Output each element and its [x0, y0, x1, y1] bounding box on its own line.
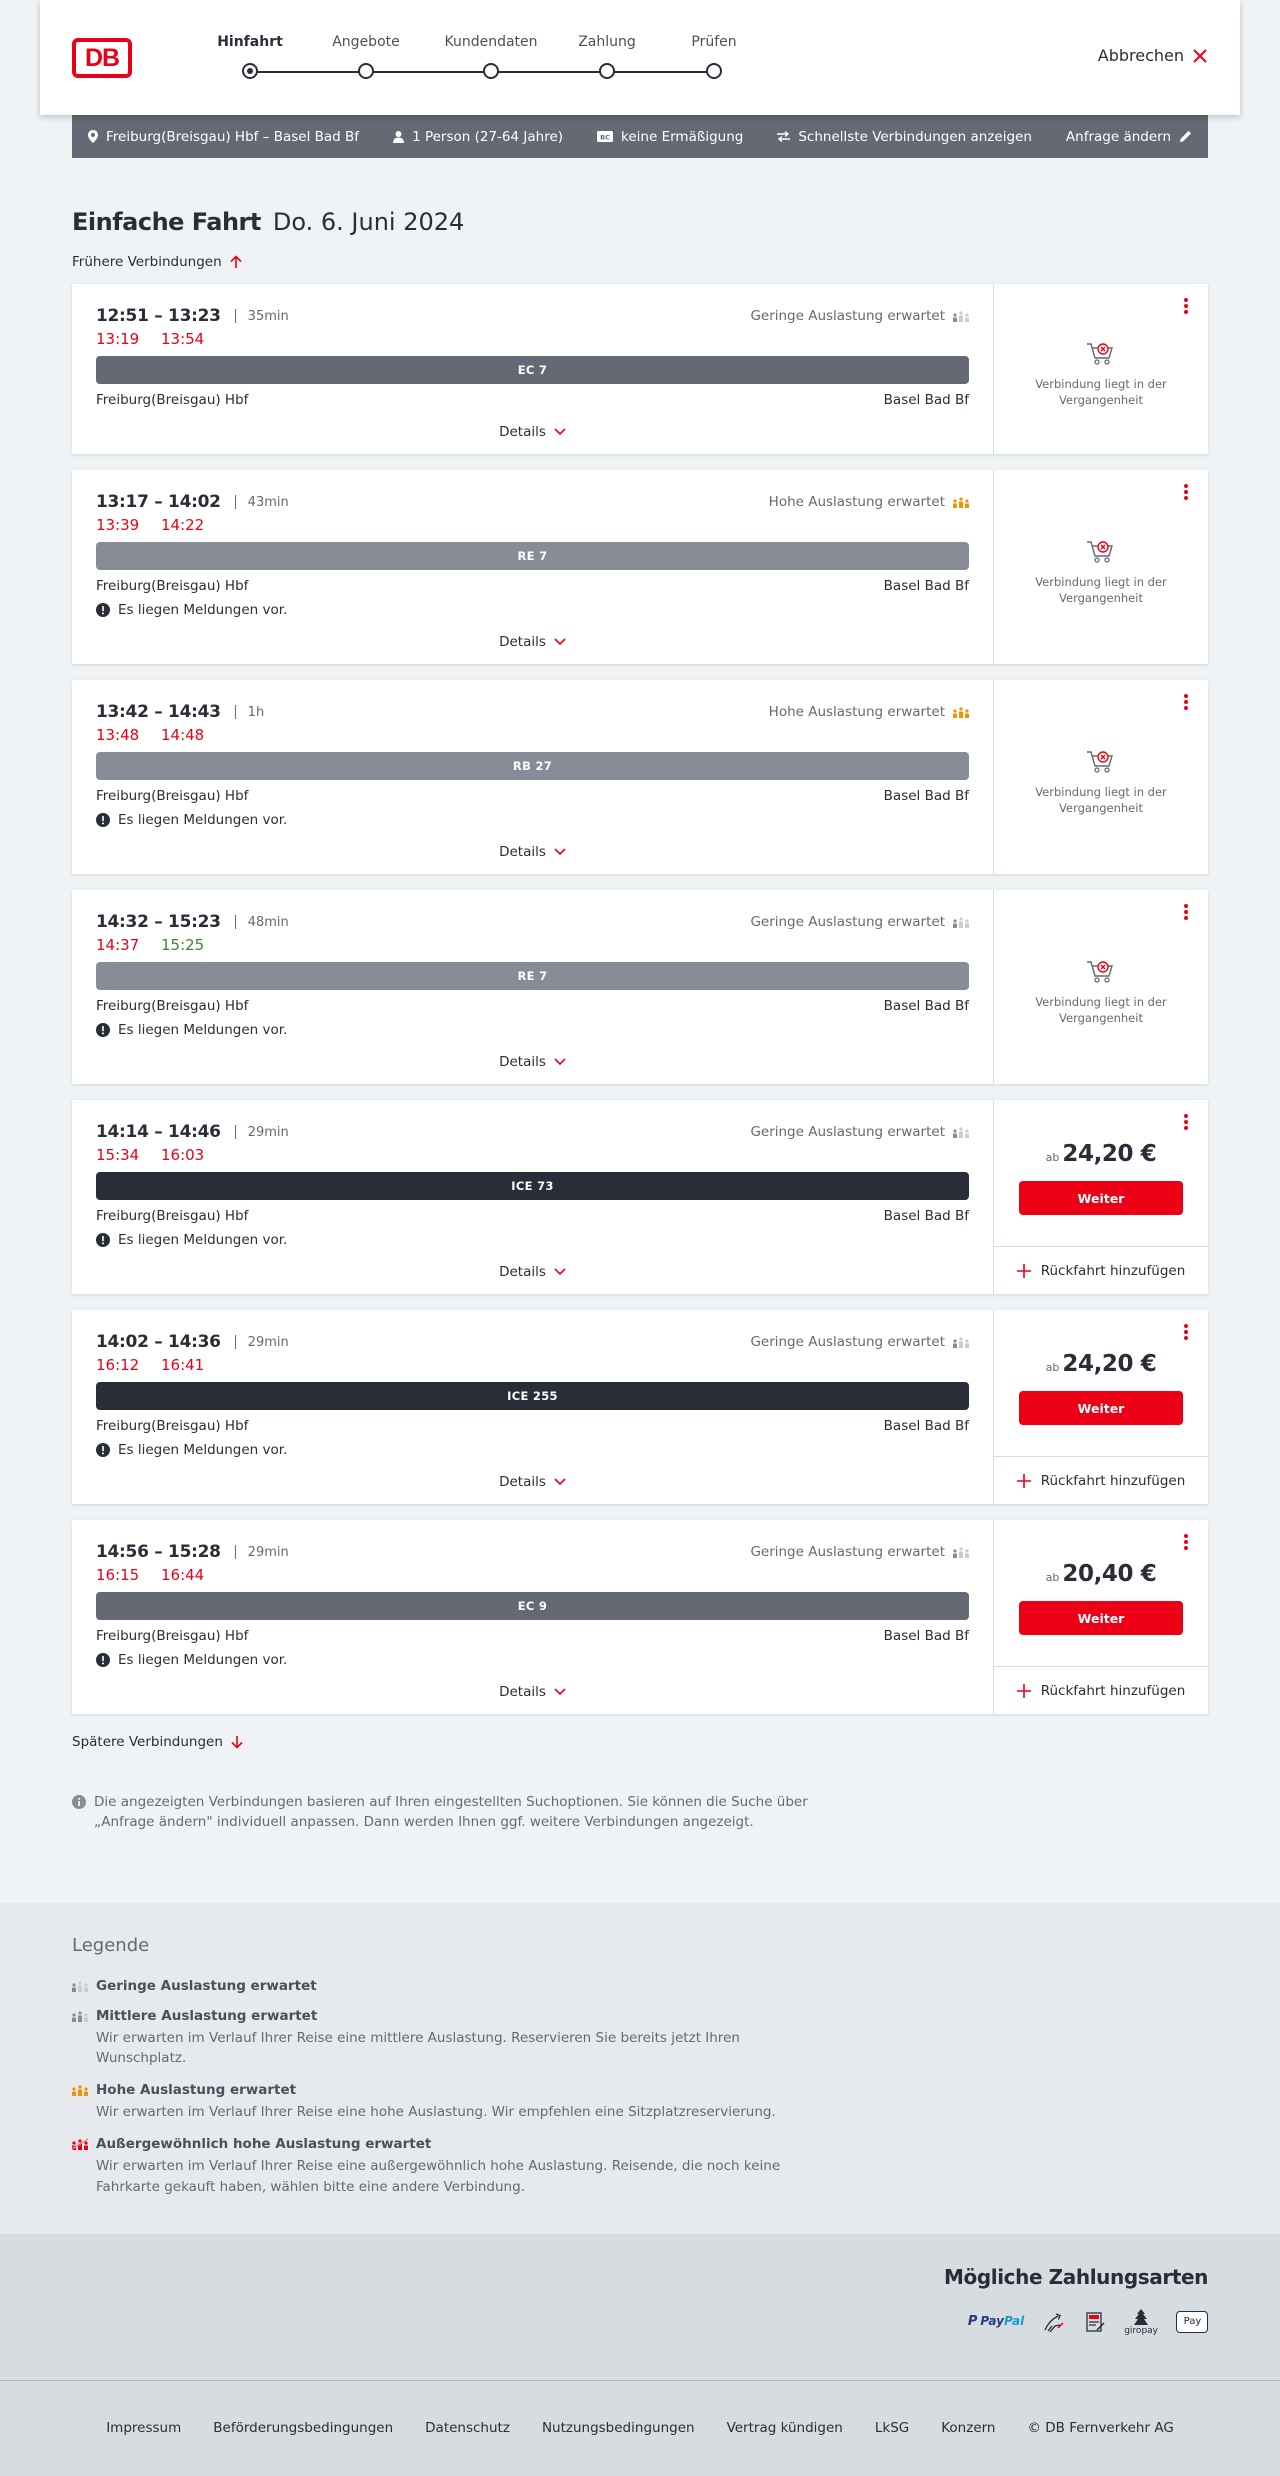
occupancy-icon: [953, 1336, 969, 1348]
close-icon: [1192, 48, 1208, 64]
planned-times: 14:14 – 14:46: [96, 1122, 221, 1142]
plus-icon: [1017, 1684, 1031, 1698]
duration: 43min: [247, 494, 289, 510]
occupancy-extreme-icon: [72, 2138, 88, 2150]
planned-times: 14:56 – 15:28: [96, 1542, 221, 1562]
offer-panel: [994, 1100, 1208, 1294]
chevron-down-icon: [554, 1688, 566, 1696]
step-label: Prüfen: [691, 34, 737, 50]
past-connection-text: Verbindung liegt in der Vergangenheit: [1035, 995, 1167, 1025]
occupancy-low-icon: [72, 1980, 88, 1992]
arrow-down-icon: [231, 1735, 243, 1749]
realtime-departure: 16:12: [96, 1356, 140, 1374]
duration: 29min: [247, 1124, 289, 1140]
step-dot: [599, 63, 615, 79]
details-label: Details: [499, 634, 546, 650]
legend-title: Legende: [72, 1934, 150, 1956]
details-label: Details: [499, 1684, 546, 1700]
persons-text: 1 Person (27-64 Jahre): [412, 128, 564, 145]
occupancy-text: Geringe Auslastung erwartet: [750, 1334, 945, 1350]
paypal-icon: P PayPal: [967, 2314, 1025, 2329]
details-toggle[interactable]: [96, 830, 969, 874]
connection-details: [72, 1310, 994, 1504]
step-dot: [706, 63, 722, 79]
persons-summary: [393, 129, 563, 145]
offer-panel: [994, 890, 1208, 1084]
step-angebote: [316, 34, 416, 79]
giropay-icon: [1124, 2308, 1158, 2336]
occupancy-text: Hohe Auslastung erwartet: [768, 494, 945, 510]
arrival-station: Basel Bad Bf: [883, 788, 969, 804]
realtime-arrival: 14:48: [161, 726, 205, 744]
add-return-trip-button[interactable]: [994, 1456, 1208, 1504]
realtime-row: [96, 1146, 969, 1166]
past-connection-text: Verbindung liegt in der Vergangenheit: [1035, 785, 1167, 815]
past-connection-text: Verbindung liegt in der Vergangenheit: [1035, 575, 1167, 605]
planned-times: 14:32 – 15:23: [96, 912, 221, 932]
realtime-arrival: 13:54: [161, 330, 205, 348]
occupancy-info: [769, 494, 969, 510]
legend-item-text: Wir erwarten im Verlauf Ihrer Reise eine hohe Auslastung. Wir empfehlen eine Sitzplatzreservierung.: [96, 2104, 776, 2120]
realtime-row: [96, 1566, 969, 1586]
chevron-down-icon: [554, 848, 566, 856]
duration: 29min: [247, 1544, 289, 1560]
realtime-row: [96, 330, 969, 350]
connection-details: [72, 1100, 994, 1294]
more-options-icon[interactable]: [1180, 484, 1192, 502]
separator: [235, 309, 236, 323]
details-toggle[interactable]: [96, 1040, 969, 1084]
service-message-text: Es liegen Meldungen vor.: [118, 1022, 288, 1038]
legend-item-heading: [72, 2082, 1280, 2098]
trip-type: Einfache Fahrt: [72, 208, 261, 236]
details-toggle[interactable]: [96, 1460, 969, 1504]
times-row: [96, 492, 969, 512]
route-summary: [88, 129, 359, 145]
planned-times: 13:42 – 14:43: [96, 702, 221, 722]
service-message-text: Es liegen Meldungen vor.: [118, 812, 288, 828]
stations-row: [96, 786, 969, 806]
times-row: [96, 912, 969, 932]
db-logo[interactable]: DB: [72, 38, 132, 78]
occupancy-icon: [953, 1546, 969, 1558]
step-label: Kundendaten: [444, 34, 538, 50]
realtime-row: [96, 516, 969, 536]
duration: 48min: [247, 914, 289, 930]
past-connection-text: Verbindung liegt in der Vergangenheit: [1035, 377, 1167, 407]
route-text: Freiburg(Breisgau) Hbf – Basel Bad Bf: [106, 128, 360, 145]
continue-button[interactable]: Weiter: [1019, 1601, 1183, 1635]
planned-times: 13:17 – 14:02: [96, 492, 221, 512]
occupancy-info: [769, 704, 969, 720]
legend-item-title: Geringe Auslastung erwartet: [96, 1977, 317, 1994]
realtime-arrival: 16:41: [161, 1356, 205, 1374]
past-connection-info: [994, 284, 1208, 454]
step-dot: [242, 63, 258, 79]
realtime-departure: 13:48: [96, 726, 140, 744]
legend-item-heading: [72, 2136, 1280, 2152]
trip-date: Do. 6. Juni 2024: [272, 208, 465, 236]
alert-icon: [96, 603, 110, 617]
stations-row: [96, 390, 969, 410]
duration: 1h: [247, 704, 265, 720]
legend-item-high: [72, 2082, 1280, 2122]
train-bar[interactable]: RE 7: [96, 542, 969, 570]
cart-unavailable-icon: [1086, 341, 1116, 367]
step-dot: [358, 63, 374, 79]
legend-list: [72, 1978, 1280, 2197]
search-info-note: [72, 1792, 832, 1833]
alert-icon: [96, 1443, 110, 1457]
realtime-departure: 16:15: [96, 1566, 140, 1584]
departure-station: Freiburg(Breisgau) Hbf: [96, 998, 249, 1014]
connection-card: [72, 1520, 1208, 1714]
occupancy-icon: [953, 706, 969, 718]
price-prefix: ab: [1045, 1361, 1060, 1374]
train-bar[interactable]: EC 9: [96, 1592, 969, 1620]
pencil-icon: [1179, 130, 1192, 143]
cart-unavailable-icon: [1086, 539, 1116, 565]
realtime-row: [96, 726, 969, 746]
price-prefix: ab: [1045, 1571, 1060, 1584]
results-content: [72, 208, 1208, 1833]
price: [1046, 1141, 1157, 1167]
legend-item-heading: [72, 1978, 1280, 1994]
stations-row: [96, 1416, 969, 1436]
chevron-down-icon: [554, 638, 566, 646]
occupancy-text: Geringe Auslastung erwartet: [750, 914, 945, 930]
separator: [235, 1125, 236, 1139]
realtime-departure: 13:39: [96, 516, 140, 534]
offer-panel: [994, 284, 1208, 454]
arrival-station: Basel Bad Bf: [883, 1208, 969, 1224]
connection-card: [72, 470, 1208, 664]
plus-icon: [1017, 1264, 1031, 1278]
legend-section: [0, 1903, 1280, 2234]
step-hinfahrt: [200, 34, 300, 79]
earlier-connections-label: Frühere Verbindungen: [72, 254, 222, 270]
legend-item-low: [72, 1978, 1280, 1994]
price: [1046, 1561, 1157, 1587]
realtime-arrival: 15:25: [161, 936, 205, 954]
occupancy-medium-icon: [72, 2010, 88, 2022]
connection-details: [72, 890, 994, 1084]
continue-button[interactable]: Weiter: [1019, 1391, 1183, 1425]
details-toggle[interactable]: [96, 410, 969, 454]
occupancy-icon: [953, 916, 969, 928]
more-options-icon[interactable]: [1180, 1534, 1192, 1552]
planned-times: 14:02 – 14:36: [96, 1332, 221, 1352]
details-toggle[interactable]: [96, 1250, 969, 1294]
connection-list: [72, 284, 1208, 1714]
arrival-station: Basel Bad Bf: [883, 998, 969, 1014]
info-icon: [72, 1795, 86, 1809]
times-row: [96, 1122, 969, 1142]
step-pruefen: [664, 34, 764, 79]
price: [1046, 1351, 1157, 1377]
service-message-text: Es liegen Meldungen vor.: [118, 1232, 288, 1248]
step-label: Zahlung: [578, 34, 636, 50]
discount-text: keine Ermäßigung: [621, 128, 744, 145]
add-return-trip-label: Rückfahrt hinzufügen: [1040, 1262, 1186, 1279]
price-prefix: ab: [1045, 1151, 1060, 1164]
times-row: [96, 1332, 969, 1352]
occupancy-info: [750, 1124, 969, 1140]
more-options-icon[interactable]: [1180, 1114, 1192, 1132]
arrow-up-icon: [230, 255, 242, 269]
legend-item-title: Mittlere Auslastung erwartet: [96, 2007, 318, 2024]
step-kundendaten: [441, 34, 541, 79]
footer: [0, 2380, 1280, 2476]
separator: [235, 705, 236, 719]
realtime-arrival: 14:22: [161, 516, 205, 534]
train-bar[interactable]: ICE 73: [96, 1172, 969, 1200]
offer-panel: [994, 1310, 1208, 1504]
stations-row: [96, 576, 969, 596]
train-bar[interactable]: ICE 255: [96, 1382, 969, 1410]
realtime-row: [96, 936, 969, 956]
legend-item-medium: [72, 2008, 1280, 2069]
cart-unavailable-icon: [1086, 959, 1116, 985]
footer-link-vertrag-kuendigen[interactable]: Vertrag kündigen: [726, 2420, 843, 2436]
discount-summary: [597, 129, 743, 145]
connection-card: [72, 1310, 1208, 1504]
separator: [235, 915, 236, 929]
realtime-arrival: 16:44: [161, 1566, 205, 1584]
direct-debit-icon: [1042, 2311, 1066, 2333]
chevron-down-icon: [554, 428, 566, 436]
offer-panel: [994, 470, 1208, 664]
page-title: [72, 208, 1208, 236]
plus-icon: [1017, 1474, 1031, 1488]
separator: [235, 495, 236, 509]
occupancy-info: [750, 914, 969, 930]
more-options-icon[interactable]: [1180, 1324, 1192, 1342]
price-amount: 24,20 €: [1062, 1351, 1157, 1377]
details-label: Details: [499, 1054, 546, 1070]
giropay-label: giropay: [1124, 2325, 1158, 2336]
change-request-label: Anfrage ändern: [1065, 128, 1172, 145]
past-connection-info: [994, 890, 1208, 1084]
occupancy-text: Geringe Auslastung erwartet: [750, 308, 945, 324]
connection-card: [72, 890, 1208, 1084]
separator: [235, 1545, 236, 1559]
chevron-down-icon: [554, 1058, 566, 1066]
departure-station: Freiburg(Breisgau) Hbf: [96, 578, 249, 594]
occupancy-info: [750, 1544, 969, 1560]
add-return-trip-button[interactable]: [994, 1246, 1208, 1294]
arrival-station: Basel Bad Bf: [883, 1628, 969, 1644]
departure-station: Freiburg(Breisgau) Hbf: [96, 1418, 249, 1434]
occupancy-icon: [953, 496, 969, 508]
planned-times: 12:51 – 13:23: [96, 306, 221, 326]
fastest-text: Schnellste Verbindungen anzeigen: [798, 128, 1032, 145]
footer-copyright: © DB Fernverkehr AG: [1027, 2420, 1174, 2436]
svg-text:BC: BC: [600, 133, 610, 142]
legend-item-text: Wir erwarten im Verlauf Ihrer Reise eine mittlere Auslastung. Reservieren Sie bereits jetzt Ihren Wunschplatz.: [96, 2029, 740, 2066]
occupancy-info: [750, 308, 969, 324]
legend-item-title: Außergewöhnlich hohe Auslastung erwartet: [96, 2136, 432, 2153]
occupancy-icon: [953, 310, 969, 322]
service-message: [96, 1650, 969, 1670]
times-row: [96, 702, 969, 722]
departure-station: Freiburg(Breisgau) Hbf: [96, 788, 249, 804]
cart-unavailable-icon: [1086, 749, 1116, 775]
stations-row: [96, 1206, 969, 1226]
train-bar[interactable]: RE 7: [96, 962, 969, 990]
arrival-station: Basel Bad Bf: [883, 1418, 969, 1434]
more-options-icon[interactable]: [1180, 298, 1192, 316]
more-options-icon[interactable]: [1180, 904, 1192, 922]
connection-card: [72, 680, 1208, 874]
fastest-summary: [777, 129, 1032, 145]
chevron-down-icon: [554, 1478, 566, 1486]
footer-link-befoerderungsbedingungen[interactable]: Beförderungsbedingungen: [213, 2420, 394, 2436]
header: [40, 0, 1240, 115]
service-message: [96, 1230, 969, 1250]
separator: [235, 1335, 236, 1349]
service-message-text: Es liegen Meldungen vor.: [118, 1442, 288, 1458]
bahncard-icon: [597, 131, 613, 142]
step-label: Hinfahrt: [217, 34, 283, 50]
add-return-trip-button[interactable]: [994, 1666, 1208, 1714]
connection-details: [72, 680, 994, 874]
price-box: [994, 1100, 1208, 1246]
invoice-icon: [1084, 2311, 1106, 2333]
earlier-connections-link[interactable]: [72, 254, 1208, 270]
add-return-trip-label: Rückfahrt hinzufügen: [1040, 1682, 1186, 1699]
payment-methods-section: [0, 2234, 1280, 2380]
price-box: [994, 1310, 1208, 1456]
add-return-trip-label: Rückfahrt hinzufügen: [1040, 1472, 1186, 1489]
duration: 35min: [247, 308, 289, 324]
past-connection-info: [994, 680, 1208, 874]
train-bar[interactable]: EC 7: [96, 356, 969, 384]
occupancy-text: Geringe Auslastung erwartet: [750, 1544, 945, 1560]
details-label: Details: [499, 424, 546, 440]
occupancy-icon: [953, 1126, 969, 1138]
realtime-departure: 15:34: [96, 1146, 140, 1164]
times-row: [96, 1542, 969, 1562]
later-connections-label: Spätere Verbindungen: [72, 1734, 223, 1750]
swap-arrows-icon: [777, 131, 790, 142]
arrival-station: Basel Bad Bf: [883, 578, 969, 594]
price-amount: 24,20 €: [1062, 1141, 1157, 1167]
departure-station: Freiburg(Breisgau) Hbf: [96, 1628, 249, 1644]
price-amount: 20,40 €: [1062, 1561, 1157, 1587]
connection-details: [72, 284, 994, 454]
departure-station: Freiburg(Breisgau) Hbf: [96, 1208, 249, 1224]
service-message: [96, 810, 969, 830]
cancel-label: Abbrechen: [1097, 46, 1184, 65]
step-label: Angebote: [332, 34, 400, 50]
departure-station: Freiburg(Breisgau) Hbf: [96, 392, 249, 408]
cancel-button[interactable]: [1098, 46, 1208, 65]
connection-details: [72, 470, 994, 664]
search-summary-bar: [72, 115, 1208, 158]
realtime-arrival: 16:03: [161, 1146, 205, 1164]
footer-link-nutzungsbedingungen[interactable]: Nutzungsbedingungen: [541, 2420, 695, 2436]
realtime-row: [96, 1356, 969, 1376]
service-message: [96, 600, 969, 620]
footer-link-lksg[interactable]: LkSG: [874, 2420, 910, 2436]
past-connection-info: [994, 470, 1208, 664]
arrival-station: Basel Bad Bf: [883, 392, 969, 408]
occupancy-text: Hohe Auslastung erwartet: [768, 704, 945, 720]
details-label: Details: [499, 844, 546, 860]
alert-icon: [96, 1023, 110, 1037]
payment-icons: [968, 2308, 1208, 2336]
occupancy-info: [750, 1334, 969, 1350]
change-request-button[interactable]: [1066, 129, 1192, 145]
more-options-icon[interactable]: [1180, 694, 1192, 712]
footer-link-datenschutz[interactable]: Datenschutz: [425, 2420, 510, 2436]
details-toggle[interactable]: [96, 1670, 969, 1714]
alert-icon: [96, 813, 110, 827]
service-message: [96, 1020, 969, 1040]
search-info-text: Die angezeigten Verbindungen basieren auf Ihren eingestellten Suchoptionen. Sie können die Suche über „Anfrage ändern" individuell anpassen. Dann werden Ihnen ggf. weitere Verbindungen angezeigt.: [94, 1794, 808, 1831]
later-connections-link[interactable]: [72, 1734, 1208, 1750]
connection-card: [72, 284, 1208, 454]
realtime-departure: 14:37: [96, 936, 140, 954]
stations-row: [96, 996, 969, 1016]
details-label: Details: [499, 1264, 546, 1280]
legend-item-text: Wir erwarten im Verlauf Ihrer Reise eine außergewöhnlich hohe Auslastung. Reisende, die noch keine Fahrkarte gekauft haben, wählen bitte eine andere Verbindung.: [96, 2158, 781, 2195]
duration: 29min: [247, 1334, 289, 1350]
offer-panel: [994, 680, 1208, 874]
chevron-down-icon: [554, 1268, 566, 1276]
realtime-departure: 13:19: [96, 330, 140, 348]
payment-methods-title: Mögliche Zahlungsarten: [943, 2264, 1208, 2289]
times-row: [96, 306, 969, 326]
location-pin-icon: [88, 130, 98, 143]
step-zahlung: [557, 34, 657, 79]
stations-row: [96, 1626, 969, 1646]
footer-link-impressum[interactable]: Impressum: [106, 2420, 182, 2436]
alert-icon: [96, 1653, 110, 1667]
service-message: [96, 1440, 969, 1460]
progress-stepper: [210, 34, 752, 84]
price-box: [994, 1520, 1208, 1666]
offer-panel: [994, 1520, 1208, 1714]
alert-icon: [96, 1233, 110, 1247]
details-toggle[interactable]: [96, 620, 969, 664]
legend-item-heading: [72, 2008, 1280, 2024]
service-message-text: Es liegen Meldungen vor.: [118, 1652, 288, 1668]
apple-pay-icon: Pay: [1176, 2311, 1208, 2333]
service-message-text: Es liegen Meldungen vor.: [118, 602, 288, 618]
connection-details: [72, 1520, 994, 1714]
person-icon: [393, 131, 404, 143]
details-label: Details: [499, 1474, 546, 1490]
occupancy-text: Geringe Auslastung erwartet: [750, 1124, 945, 1140]
occupancy-high-icon: [72, 2084, 88, 2096]
step-dot: [483, 63, 499, 79]
legend-item-extreme: [72, 2136, 1280, 2197]
connection-card: [72, 1100, 1208, 1294]
continue-button[interactable]: Weiter: [1019, 1181, 1183, 1215]
footer-link-konzern[interactable]: Konzern: [941, 2420, 996, 2436]
legend-item-title: Hohe Auslastung erwartet: [96, 2082, 297, 2098]
train-bar[interactable]: RB 27: [96, 752, 969, 780]
